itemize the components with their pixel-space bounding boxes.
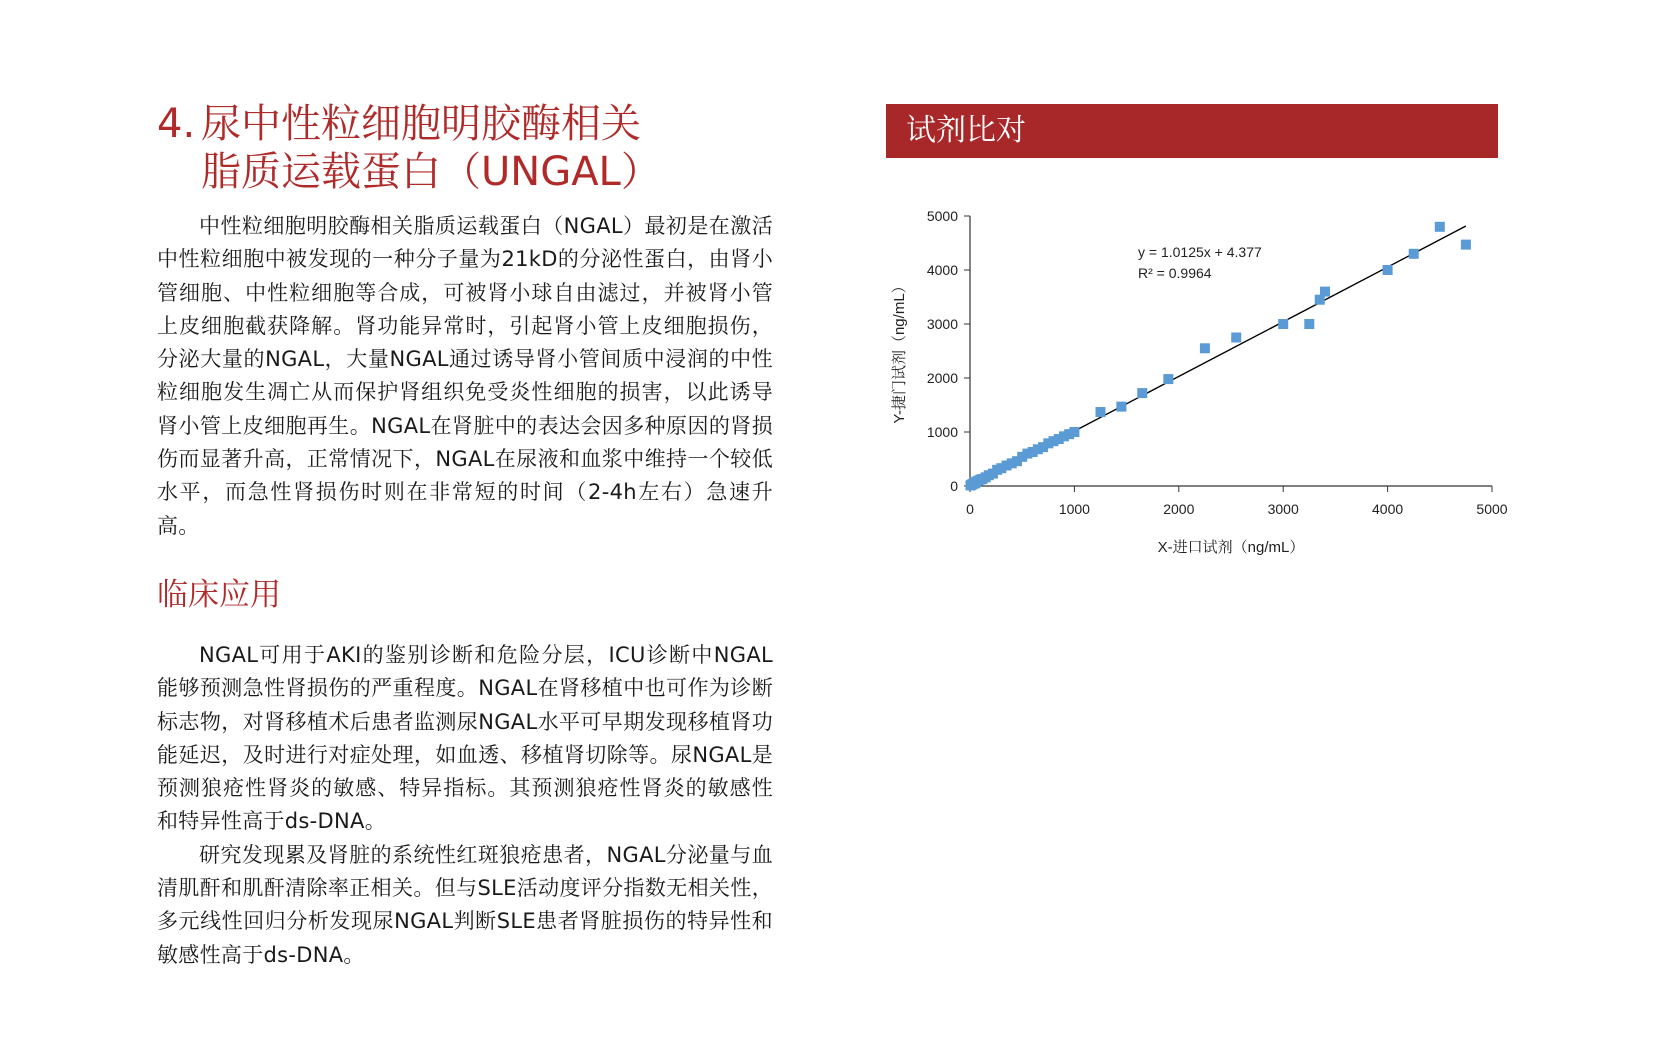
data-point bbox=[1116, 402, 1126, 412]
y-tick-label: 4000 bbox=[926, 262, 958, 278]
x-tick-label: 3000 bbox=[1267, 501, 1299, 517]
x-tick-label: 0 bbox=[966, 501, 974, 517]
comparison-panel bbox=[886, 104, 1498, 158]
data-point bbox=[1320, 287, 1330, 297]
comparison-banner: 试剂比对 bbox=[886, 104, 1498, 158]
clinical-paragraph-1: NGAL可用于AKI的鉴别诊断和危险分层，ICU诊断中NGAL能够预测急性肾损伤的严重程度。NGAL在肾移植中也可作为诊断标志物，对肾移植术后患者监测尿NGAL水平可早期发现移植肾功能延迟，及时进行对症处理，如血透、移植肾切除等。尿NGAL是预测狼疮性肾炎的敏感、特异指标。其预测狼疮性肾炎的敏感性和特异性高于ds-DNA。 bbox=[157, 642, 773, 834]
title-line-1 bbox=[157, 100, 773, 148]
intro-paragraph: 中性粒细胞明胶酶相关脂质运载蛋白（NGAL）最初是在激活中性粒细胞中被发现的一种分子量为21kD的分泌性蛋白，由肾小管细胞、中性粒细胞等合成，可被肾小球自由滤过，并被肾小管上皮细胞截获降解。肾功能异常时，引起肾小管上皮细胞损伤，分泌大量的NGAL，大量NGAL通过诱导肾小管间质中浸润的中性粒细胞发生凋亡从而保护肾组织免受炎性细胞的损害，以此诱导肾小管上皮细胞再生。NGAL在肾脏中的表达会因多种原因的肾损伤而显著升高，正常情况下，NGAL在尿液和血浆中维持一个较低水平，而急性肾损伤时则在非常短的时间（2-4h左右）急速升高。 bbox=[157, 214, 773, 538]
y-tick-label: 3000 bbox=[926, 316, 958, 332]
clinical-paragraph-2: 研究发现累及肾脏的系统性红斑狼疮患者，NGAL分泌量与血清肌酐和肌酐清除率正相关。但与SLE活动度评分指数无相关性，多元线性回归分析发现尿NGAL判断SLE患者肾脏损伤的特异性和敏感性高于ds-DNA。 bbox=[157, 842, 773, 967]
clinical-heading: 临床应用 bbox=[157, 576, 281, 613]
x-tick-label: 1000 bbox=[1058, 501, 1090, 517]
data-point bbox=[1096, 407, 1106, 417]
y-tick-label: 1000 bbox=[926, 424, 958, 440]
data-point bbox=[1278, 319, 1288, 329]
title-line-2: 脂质运载蛋白（UNGAL） bbox=[201, 149, 661, 195]
title-text-1: 尿中性粒细胞明胶酶相关 bbox=[201, 101, 641, 147]
trendline-equation: y = 1.0125x + 4.377 bbox=[1138, 244, 1262, 260]
x-tick-label: 4000 bbox=[1372, 501, 1404, 517]
data-point bbox=[1383, 265, 1393, 275]
title-number: 4. bbox=[157, 101, 196, 147]
scatter-chart bbox=[876, 190, 1516, 570]
x-tick-label: 2000 bbox=[1163, 501, 1195, 517]
article-column bbox=[157, 100, 773, 972]
data-point bbox=[1231, 333, 1241, 343]
data-point bbox=[1137, 388, 1147, 398]
y-tick-label: 5000 bbox=[926, 208, 958, 224]
x-axis-label: X-进口试剂（ng/mL） bbox=[1157, 539, 1305, 556]
data-point bbox=[1409, 249, 1419, 259]
x-tick-label: 5000 bbox=[1476, 501, 1508, 517]
data-point bbox=[1069, 427, 1079, 437]
data-point bbox=[1304, 319, 1314, 329]
data-point bbox=[1461, 240, 1471, 250]
y-tick-label: 2000 bbox=[926, 370, 958, 386]
y-tick-label: 0 bbox=[950, 478, 958, 494]
data-point bbox=[1435, 222, 1445, 232]
y-axis-label: Y-捷门试剂（ng/mL） bbox=[891, 278, 908, 424]
r-squared-label: R² = 0.9964 bbox=[1138, 265, 1212, 281]
data-point bbox=[1163, 374, 1173, 384]
article-title bbox=[157, 100, 773, 196]
data-point bbox=[1200, 343, 1210, 353]
